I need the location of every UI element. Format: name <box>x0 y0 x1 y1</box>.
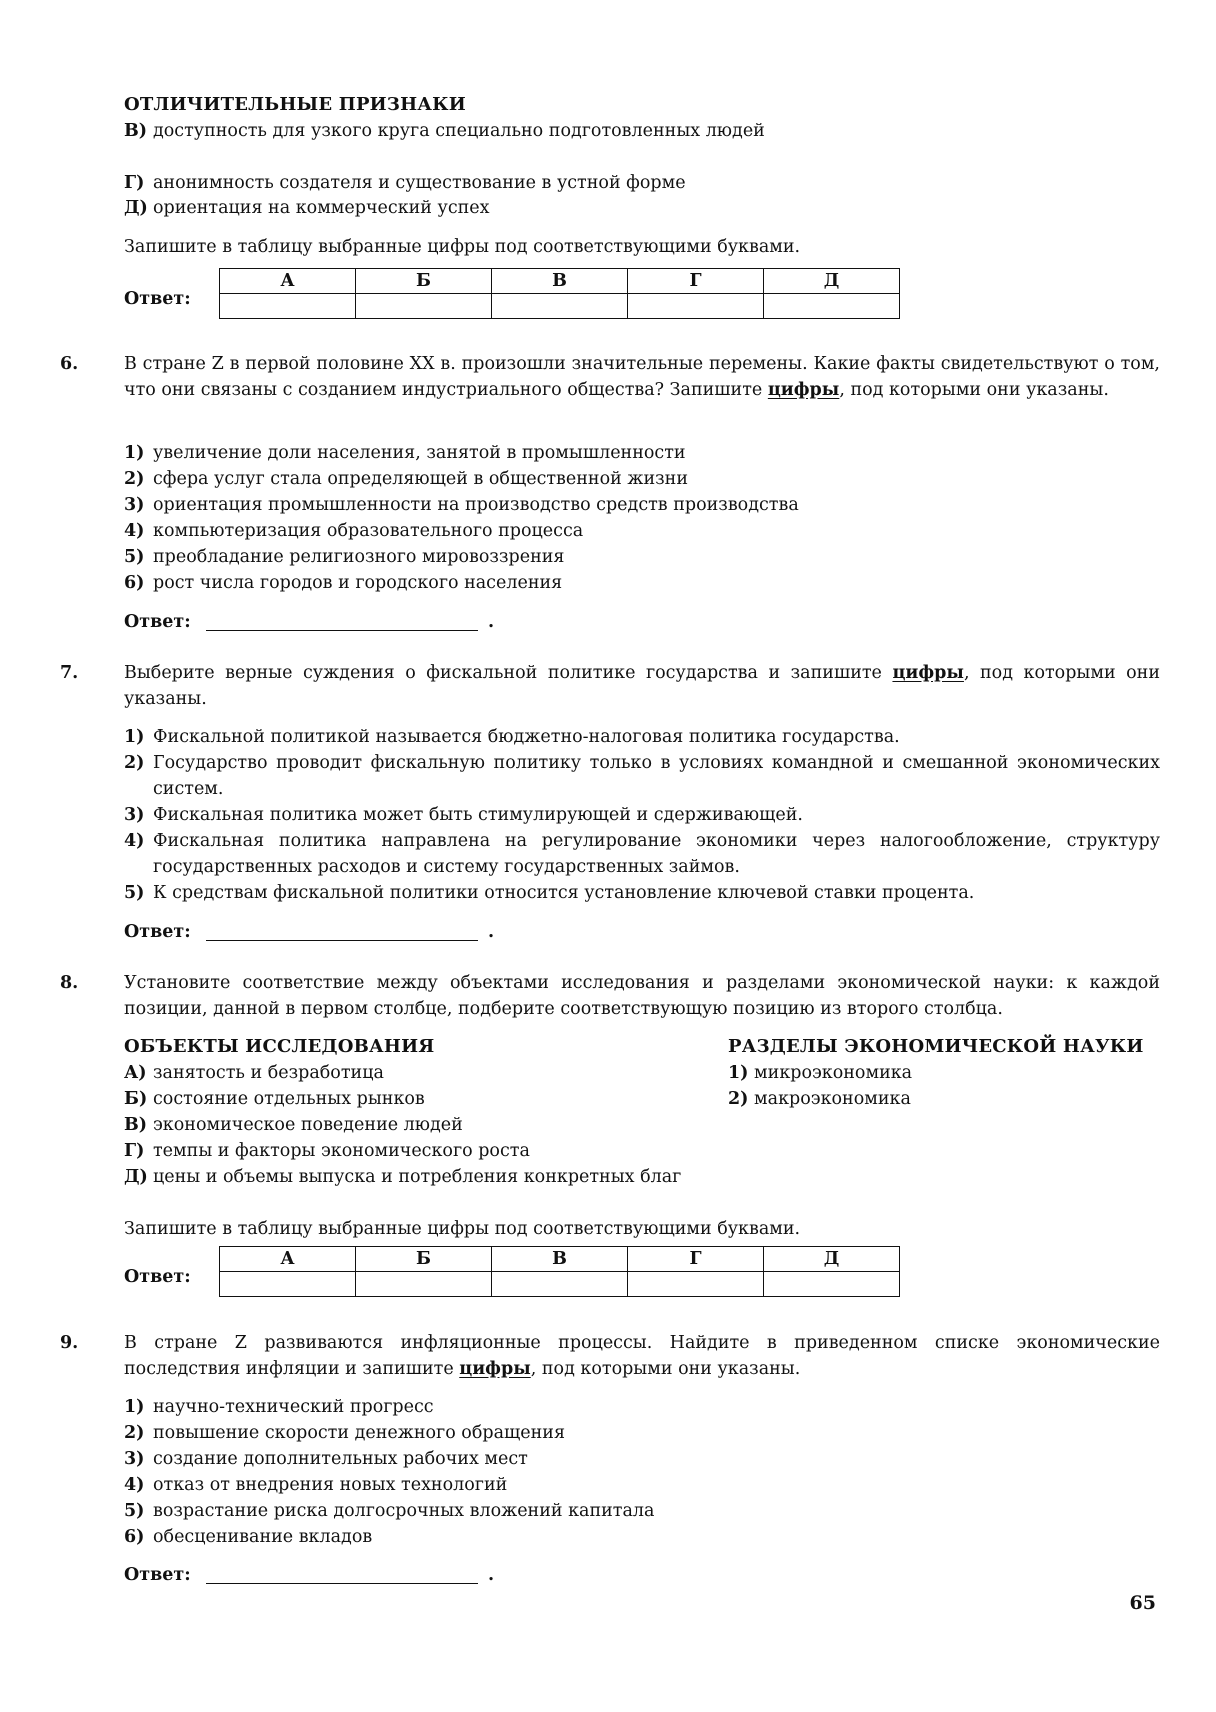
q7-option-1-number: 1) <box>124 727 145 747</box>
q9-option-3 <box>124 1446 1160 1472</box>
q9-answer-label: Ответ: <box>124 1565 191 1585</box>
q9-option-5-text: возрастание риска долгосрочных вложений капитала <box>153 1501 655 1521</box>
q9-option-1-number: 1) <box>124 1397 145 1417</box>
q8-table-header-v: В <box>492 1247 628 1272</box>
q6-number: 6. <box>60 354 79 374</box>
q9-text-before: В стране Z развиваются инфляционные процессы. Найдите в приведенном списке экономические последствия инфляции и запишите <box>124 1333 1160 1379</box>
q8-answer-cell-g[interactable] <box>628 1272 764 1297</box>
q9-option-4 <box>124 1472 1160 1498</box>
q6-option-2-text: сфера услуг стала определяющей в общественной жизни <box>153 469 688 489</box>
q8-left-item-d <box>124 1164 698 1190</box>
q6-text <box>124 351 1160 403</box>
q9-option-5-number: 5) <box>124 1501 145 1521</box>
q6-answer-end: . <box>488 612 495 632</box>
q8-left-item-b-text: состояние отдельных рынков <box>153 1089 425 1109</box>
q9-text-bold: цифры <box>459 1359 531 1379</box>
q8-answer-cell-a[interactable] <box>220 1272 356 1297</box>
q5-answer-table <box>219 268 900 319</box>
q5-table-header-b: Б <box>356 269 492 294</box>
q5-item-v-text: доступность для узкого круга специально подготовленных людей <box>153 121 765 141</box>
q7-answer-label: Ответ: <box>124 922 191 942</box>
q9-option-5 <box>124 1498 1160 1524</box>
q9-answer-end: . <box>488 1565 495 1585</box>
q8-left-item-b <box>124 1086 704 1112</box>
q6-option-6-text: рост числа городов и городского населения <box>153 573 563 593</box>
q7-answer-field[interactable] <box>206 940 478 941</box>
q8-answer-cell-d[interactable] <box>764 1272 900 1297</box>
q7-option-2-number: 2) <box>124 753 145 773</box>
q9-text-after: , под которыми они указаны. <box>530 1359 801 1379</box>
q7-text <box>124 660 1160 712</box>
q8-right-item-1-number: 1) <box>728 1063 749 1083</box>
q8-right-heading: РАЗДЕЛЫ ЭКОНОМИЧЕСКОЙ НАУКИ <box>728 1036 1144 1057</box>
q7-option-2-text: Государство проводит фискальную политику только в условиях командной и смешанной экономических систем. <box>153 753 1160 799</box>
q6-option-1 <box>124 440 1160 466</box>
q8-left-item-d-letter: Д) <box>124 1167 148 1187</box>
q7-option-1 <box>124 724 1160 750</box>
q5-item-v-letter: В) <box>124 121 148 141</box>
q7-option-3-number: 3) <box>124 805 145 825</box>
q5-item-d <box>124 195 1160 221</box>
q8-left-item-v <box>124 1112 704 1138</box>
q9-option-4-number: 4) <box>124 1475 145 1495</box>
q9-option-2 <box>124 1420 1160 1446</box>
q8-left-heading: ОБЪЕКТЫ ИССЛЕДОВАНИЯ <box>124 1036 435 1057</box>
q8-left-item-a-text: занятость и безработица <box>153 1063 384 1083</box>
q7-option-3 <box>124 802 1160 828</box>
q6-option-4 <box>124 518 1160 544</box>
q9-text <box>124 1330 1160 1382</box>
q8-answer-table <box>219 1246 900 1297</box>
q9-option-6-number: 6) <box>124 1527 145 1547</box>
q8-right-item-1 <box>728 1060 912 1086</box>
q6-option-6 <box>124 570 1160 596</box>
q9-option-6 <box>124 1524 1160 1550</box>
q7-option-4-text: Фискальная политика направлена на регулирование экономики через налогообложение, структуру государственных расходов и систему государственных займов. <box>153 831 1160 877</box>
q8-left-item-g <box>124 1138 704 1164</box>
q6-option-5-number: 5) <box>124 547 145 567</box>
q6-answer-label: Ответ: <box>124 612 191 632</box>
q5-item-g-text: анонимность создателя и существование в устной форме <box>153 173 686 193</box>
q7-option-5-text: К средствам фискальной политики относится установление ключевой ставки процента. <box>153 883 975 903</box>
q5-heading: ОТЛИЧИТЕЛЬНЫЕ ПРИЗНАКИ <box>124 94 466 115</box>
q5-item-d-text: ориентация на коммерческий успех <box>153 198 490 218</box>
q7-option-3-text: Фискальная политика может быть стимулирующей и сдерживающей. <box>153 805 803 825</box>
q9-option-1 <box>124 1394 1160 1420</box>
q6-option-3-number: 3) <box>124 495 145 515</box>
q8-answer-cell-v[interactable] <box>492 1272 628 1297</box>
q7-option-5-number: 5) <box>124 883 145 903</box>
q8-left-item-b-letter: Б) <box>124 1089 148 1109</box>
q8-left-item-v-letter: В) <box>124 1115 148 1135</box>
q6-option-5 <box>124 544 1160 570</box>
q6-option-3-text: ориентация промышленности на производство средств производства <box>153 495 799 515</box>
q9-option-1-text: научно-технический прогресс <box>153 1397 434 1417</box>
q5-instruction: Запишите в таблицу выбранные цифры под соответствующими буквами. <box>124 237 801 257</box>
q7-text-before: Выберите верные суждения о фискальной политике государства и запишите <box>124 663 882 683</box>
q5-answer-cell-g[interactable] <box>628 294 764 319</box>
q5-table-header-a: А <box>220 269 356 294</box>
q8-right-item-2-number: 2) <box>728 1089 749 1109</box>
q7-option-2 <box>124 750 1160 802</box>
q9-option-4-text: отказ от внедрения новых технологий <box>153 1475 508 1495</box>
q6-text-after: , под которыми они указаны. <box>839 380 1109 400</box>
q8-left-item-g-text: темпы и факторы экономического роста <box>153 1141 530 1161</box>
q7-text-after: , под которыми они указаны. <box>124 663 1160 709</box>
q5-item-g <box>124 170 1160 196</box>
q6-option-2-number: 2) <box>124 469 145 489</box>
q5-answer-cell-a[interactable] <box>220 294 356 319</box>
q6-option-4-text: компьютеризация образовательного процесса <box>153 521 584 541</box>
q7-number: 7. <box>60 663 79 683</box>
q8-answer-label: Ответ: <box>124 1267 191 1287</box>
q9-answer-field[interactable] <box>206 1583 478 1584</box>
q7-option-4 <box>124 828 1160 880</box>
q7-text-bold: цифры <box>892 663 964 683</box>
q8-table-header-g: Г <box>628 1247 764 1272</box>
q8-right-item-2-text: макроэкономика <box>754 1089 911 1109</box>
q8-number: 8. <box>60 973 79 993</box>
q5-answer-label: Ответ: <box>124 289 191 309</box>
page-number: 65 <box>1129 1592 1156 1614</box>
q8-instruction: Запишите в таблицу выбранные цифры под соответствующими буквами. <box>124 1219 801 1239</box>
q5-item-g-letter: Г) <box>124 173 145 193</box>
q8-left-item-d-text: цены и объемы выпуска и потребления конкретных благ <box>153 1167 682 1187</box>
q7-answer-end: . <box>488 922 495 942</box>
q7-option-4-number: 4) <box>124 831 145 851</box>
q6-option-3 <box>124 492 1160 518</box>
q6-text-bold: цифры <box>767 380 840 400</box>
q8-left-item-v-text: экономическое поведение людей <box>153 1115 463 1135</box>
q6-option-4-number: 4) <box>124 521 145 541</box>
q8-right-item-2 <box>728 1086 911 1112</box>
q5-table-header-v: В <box>492 269 628 294</box>
q9-option-6-text: обесценивание вкладов <box>153 1527 373 1547</box>
q8-left-item-a-letter: А) <box>124 1063 147 1083</box>
q5-answer-cell-v[interactable] <box>492 294 628 319</box>
q6-text-before: В стране Z в первой половине XX в. произошли значительные перемены. Какие факты свидетельствуют о том, что они связаны с созданием индустриального общества? Запишите <box>124 354 1160 400</box>
q8-table-header-d: Д <box>764 1247 900 1272</box>
q9-option-2-number: 2) <box>124 1423 145 1443</box>
q5-item-d-letter: Д) <box>124 198 148 218</box>
q9-number: 9. <box>60 1333 79 1353</box>
q8-text: Установите соответствие между объектами исследования и разделами экономической науки: к каждой позиции, данной в первом столбце, подберите соответствующую позицию из второго столбца. <box>124 973 1160 1019</box>
q9-option-3-text: создание дополнительных рабочих мест <box>153 1449 528 1469</box>
q5-answer-cell-b[interactable] <box>356 294 492 319</box>
q9-option-2-text: повышение скорости денежного обращения <box>153 1423 565 1443</box>
q7-option-1-text: Фискальной политикой называется бюджетно-налоговая политика государства. <box>153 727 900 747</box>
q6-option-6-number: 6) <box>124 573 145 593</box>
q5-item-v <box>124 118 824 144</box>
q8-answer-cell-b[interactable] <box>356 1272 492 1297</box>
q5-table-header-d: Д <box>764 269 900 294</box>
q8-right-item-1-text: микроэкономика <box>754 1063 913 1083</box>
q6-option-5-text: преобладание религиозного мировоззрения <box>153 547 565 567</box>
q9-option-3-number: 3) <box>124 1449 145 1469</box>
q8-left-item-g-letter: Г) <box>124 1141 145 1161</box>
q6-option-2 <box>124 466 1160 492</box>
q6-option-1-number: 1) <box>124 443 145 463</box>
q6-option-1-text: увеличение доли населения, занятой в промышленности <box>153 443 686 463</box>
q7-option-5 <box>124 880 1160 906</box>
q8-table-header-b: Б <box>356 1247 492 1272</box>
q6-answer-field[interactable] <box>206 630 478 631</box>
q8-left-item-a <box>124 1060 704 1086</box>
q5-table-header-g: Г <box>628 269 764 294</box>
q5-answer-cell-d[interactable] <box>764 294 900 319</box>
q8-table-header-a: А <box>220 1247 356 1272</box>
